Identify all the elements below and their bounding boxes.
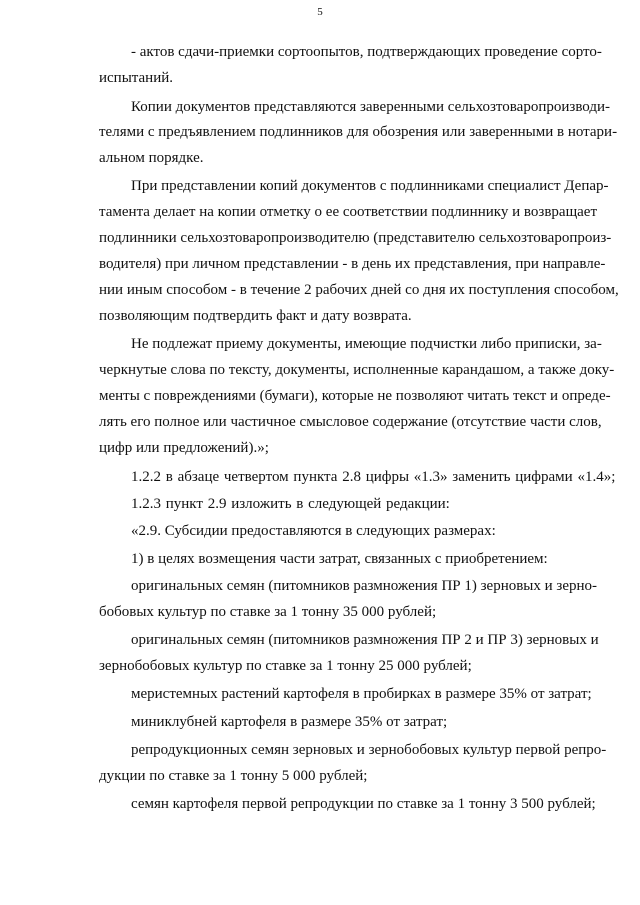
text-line: тамента делает на копии отметку о ее соответствии подлиннику и возвращает [99,204,597,220]
text-line: оригинальных семян (питомников размножения ПР 1) зерновых и зерно- [131,578,598,594]
text-line: водителя) при личном представлении - в день их представления, при направле- [99,256,606,272]
text-line: нии иным способом - в течение 2 рабочих дней со дня их поступления способом, [99,282,619,298]
text-line: менты с повреждениями (бумаги), которые не позволяют читать текст и опреде- [99,388,611,404]
text-line: 1) в целях возмещения части затрат, связанных с приобретением: [131,551,548,567]
text-line: оригинальных семян (питомников размножения ПР 2 и ПР 3) зерновых и [131,632,599,648]
text-line: бобовых культур по ставке за 1 тонну 35 000 рублей; [99,604,437,620]
text-line: При представлении копий документов с подлинниками специалист Депар- [131,178,609,194]
text-line: альном порядке. [99,150,204,166]
text-line: подлинники сельхозтоваропроизводителю (представителю сельхозтоваропроиз- [99,230,612,246]
text-line: лять его полное или частичное смысловое содержание (отсутствие части слов, [99,414,602,430]
text-line: семян картофеля первой репродукции по ставке за 1 тонну 3 500 рублей; [131,796,596,812]
text-line: Копии документов представляются заверенными сельхозтоваропроизводи- [131,99,611,115]
text-line: 1.2.3 пункт 2.9 изложить в следующей редакции: [131,496,450,512]
text-line: репродукционных семян зерновых и зернобобовых культур первой репро- [131,742,607,758]
text-line: миниклубней картофеля в размере 35% от затрат; [131,714,448,730]
text-line: позволяющим подтвердить факт и дату возврата. [99,308,412,324]
text-line: меристемных растений картофеля в пробирках в размере 35% от затрат; [131,686,592,702]
text-line: черкнутые слова по тексту, документы, исполненные карандашом, а также доку- [99,362,615,378]
text-line: Не подлежат приему документы, имеющие подчистки либо приписки, за- [131,336,602,352]
text-line: 1.2.2 в абзаце четвертом пункта 2.8 цифры «1.3» заменить цифрами «1.4»; [131,469,616,485]
text-line: цифр или предложений).»; [99,440,269,456]
page-number: 5 [317,6,323,18]
text-line: «2.9. Субсидии предоставляются в следующих размерах: [131,523,496,539]
text-line: телями с предъявлением подлинников для обозрения или заверенными в нотари- [99,124,618,140]
text-line: - актов сдачи-приемки сортоопытов, подтверждающих проведение сорто- [131,44,602,60]
text-line: зернобобовых культур по ставке за 1 тонну 25 000 рублей; [99,658,472,674]
text-line: дукции по ставке за 1 тонну 5 000 рублей; [99,768,368,784]
text-line: испытаний. [99,70,174,86]
